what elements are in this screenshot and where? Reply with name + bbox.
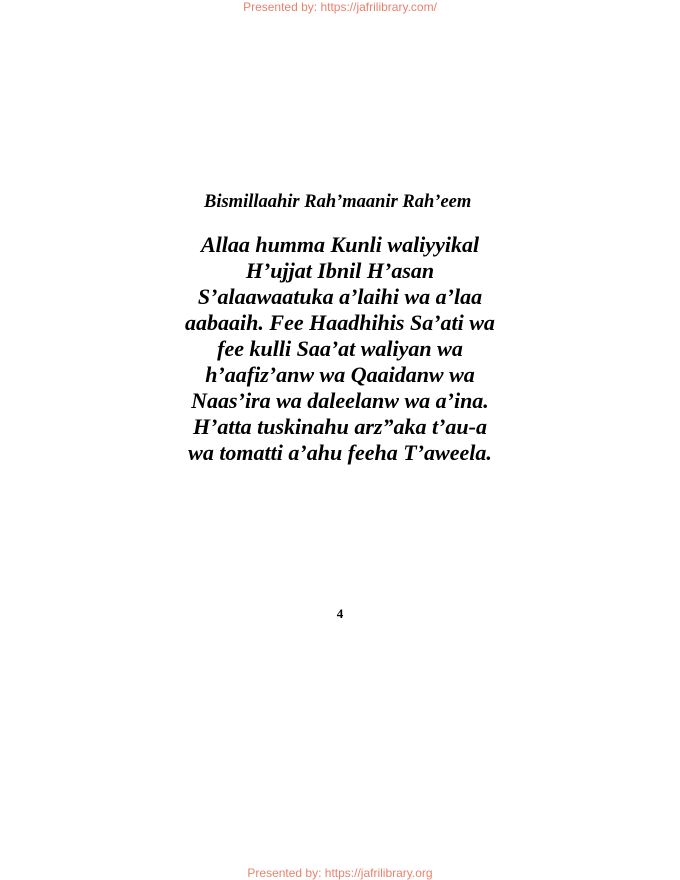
dua-line: wa tomatti a’ahu feeha T’aweela. bbox=[188, 440, 492, 465]
dua-line: fee kulli Saa’at waliyan wa bbox=[217, 336, 463, 361]
dua-line: S’alaawaatuka a’laihi wa a’laa bbox=[197, 284, 483, 309]
dua-line: Allaa humma Kunli waliyyikal bbox=[200, 232, 480, 257]
bismillah-heading: Bismillaahir Rah’maanir Rah’eem bbox=[204, 192, 472, 212]
dua-text bbox=[0, 232, 680, 466]
dua-line: aabaaih. Fee Haadhihis Sa’ati wa bbox=[185, 310, 495, 335]
dua-line: H’ujjat Ibnil H’asan bbox=[245, 258, 435, 283]
page-number: 4 bbox=[336, 606, 344, 621]
watermark-bottom: Presented by: https://jafrilibrary.org bbox=[247, 866, 433, 880]
watermark-top: Presented by: https://jafrilibrary.com/ bbox=[243, 0, 437, 14]
dua-line: H’atta tuskinahu arz”aka t’au-a bbox=[192, 414, 487, 439]
dua-line: Naas’ira wa daleelanw wa a’ina. bbox=[191, 388, 489, 413]
dua-line: h’aafiz’anw wa Qaaidanw wa bbox=[205, 362, 475, 387]
